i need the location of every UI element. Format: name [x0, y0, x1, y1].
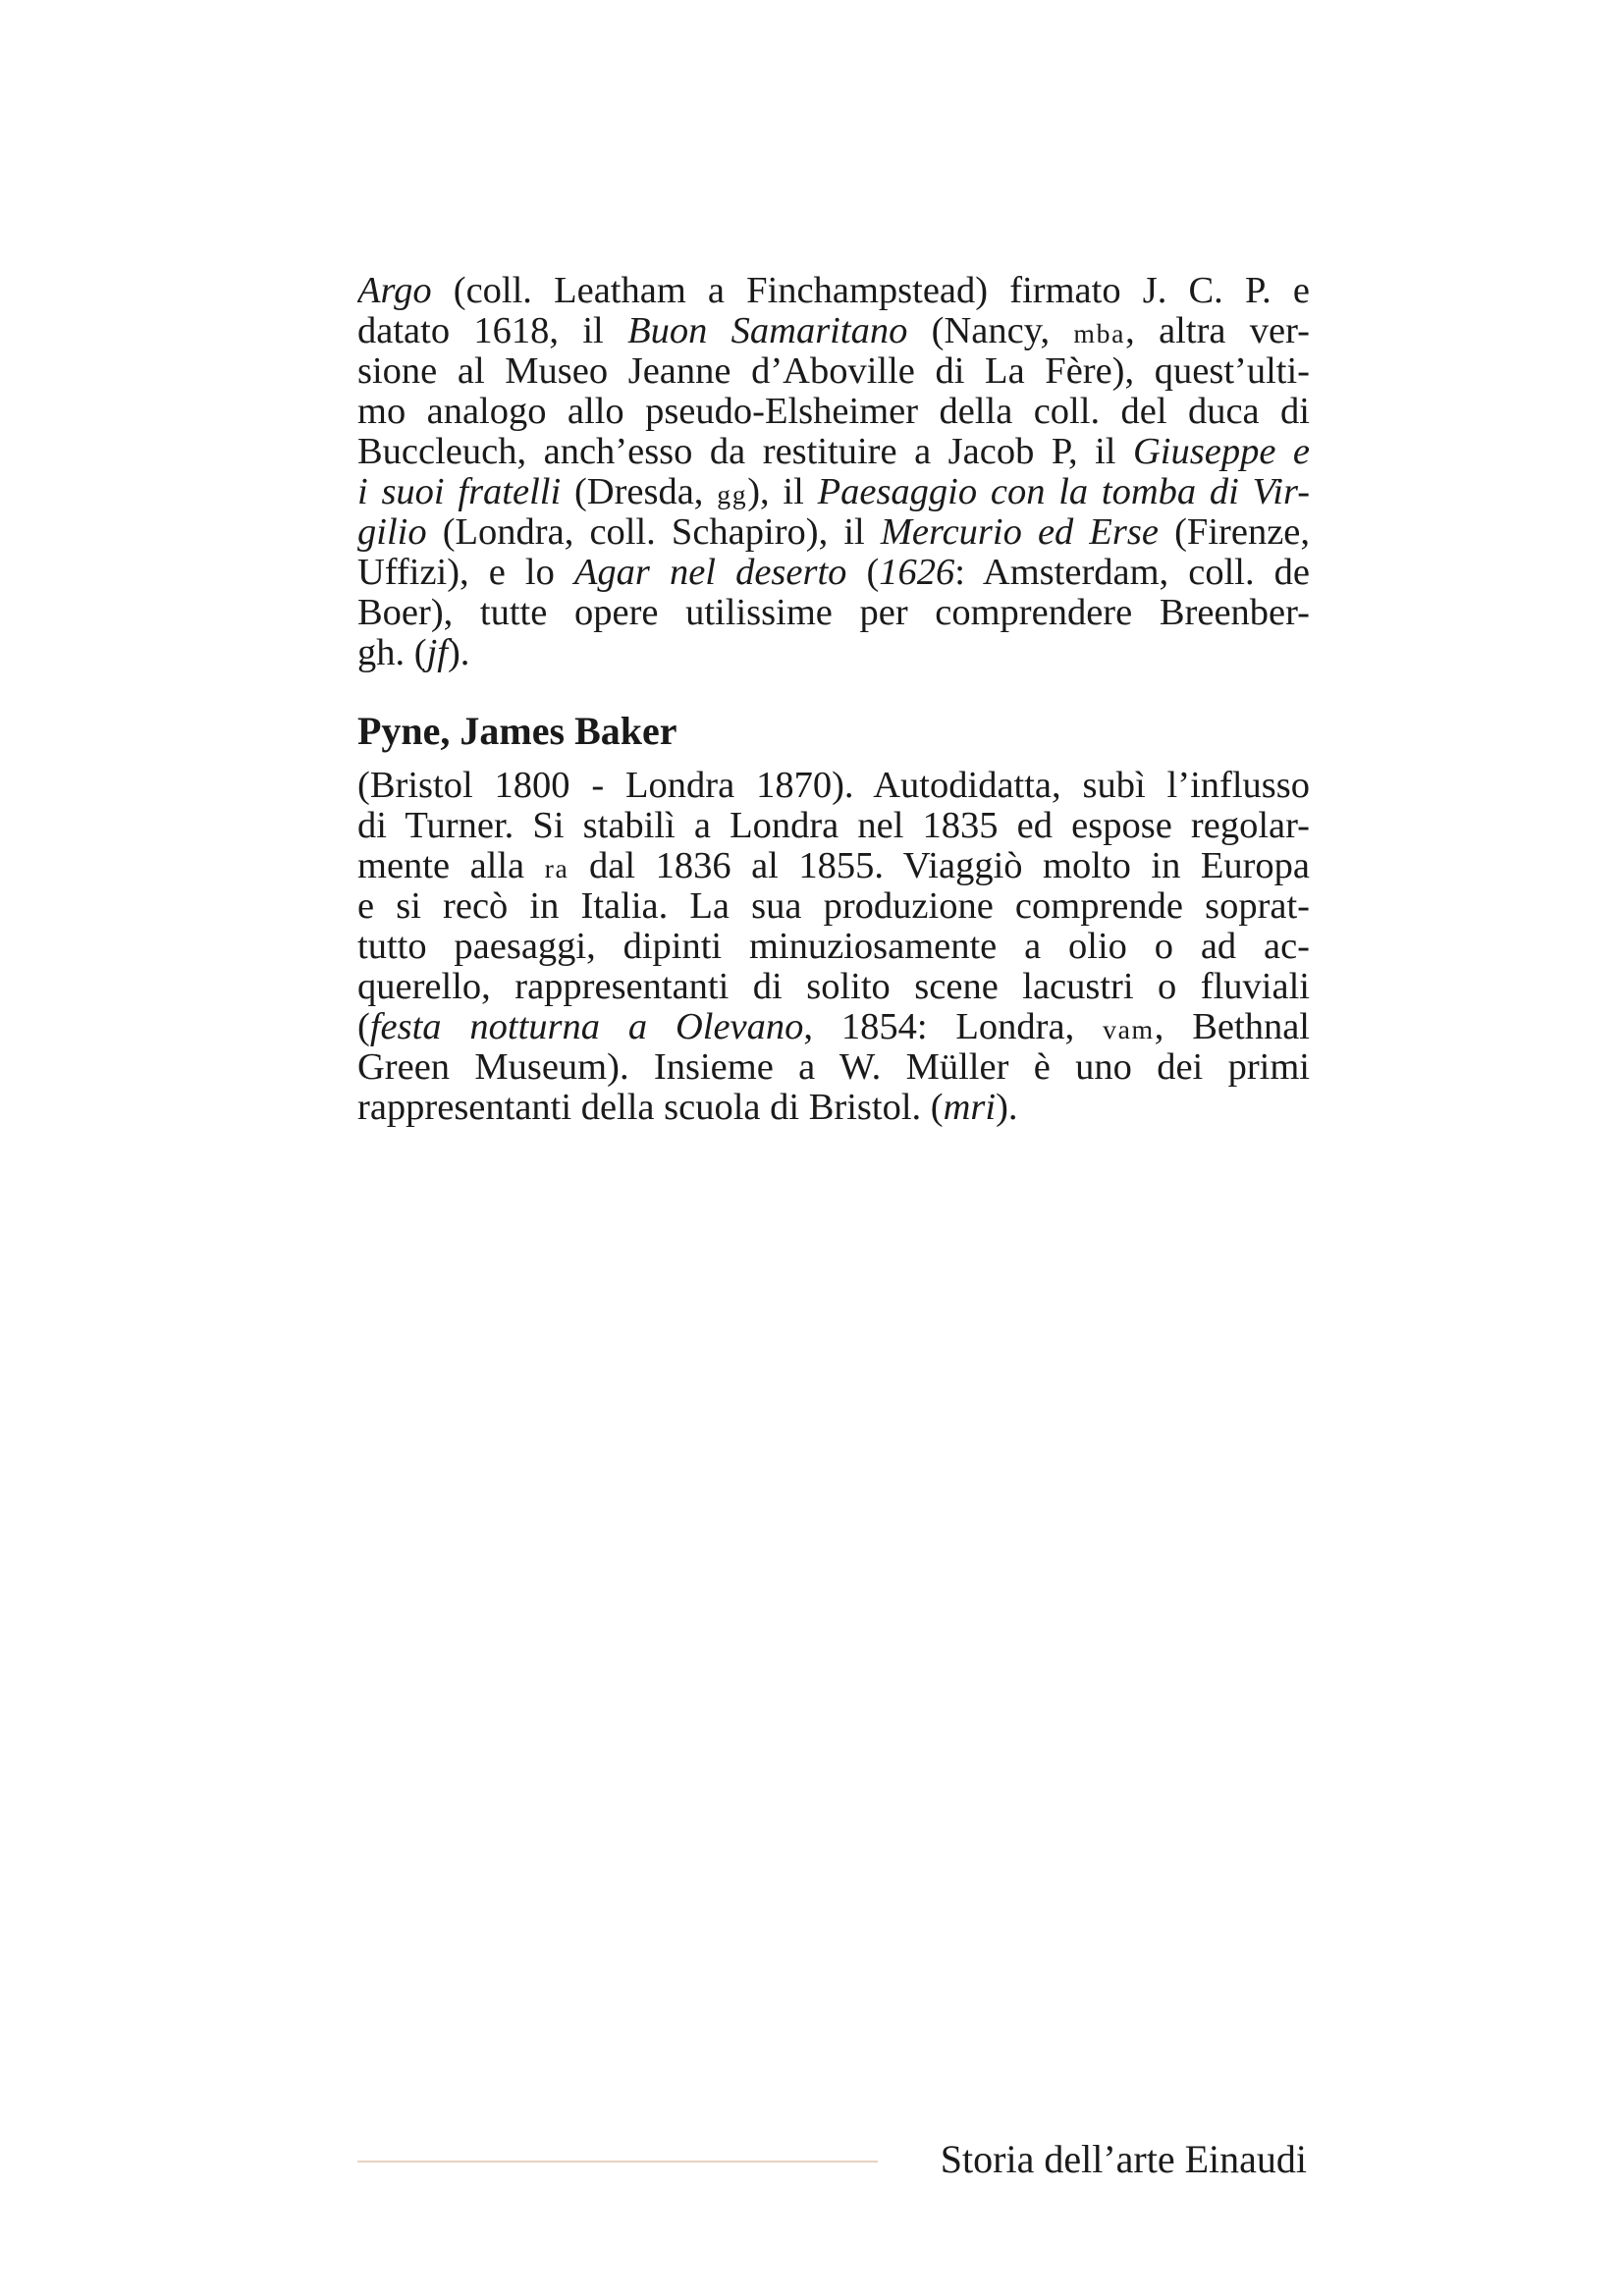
text-run: datato 1618, il [357, 311, 628, 351]
italic-title: Buon Samaritano [627, 311, 908, 351]
text-run: dal 1836 al 1855. Viaggiò molto in Europa [568, 846, 1310, 886]
text-run: ( [357, 1007, 370, 1047]
text-run: Buccleuch, anch’esso da restituire a Jacob P, il [357, 432, 1133, 472]
text-run: , altra ver- [1125, 311, 1310, 351]
italic-title: Paesaggio con la tomba di Vir- [817, 472, 1310, 512]
small-caps-abbrev: ra [544, 853, 569, 883]
text-run: , 1854: Londra, [803, 1007, 1104, 1047]
small-caps-abbrev: mba [1073, 318, 1126, 348]
paragraph-argo [357, 271, 1310, 673]
text-run: mente alla [357, 846, 545, 886]
text-run: Boer), tutte opere utilissime per comprendere Breenber- [357, 593, 1310, 633]
author-initials: mri [943, 1087, 997, 1128]
text-line [357, 271, 1310, 311]
text-run: ). [447, 632, 470, 673]
text-line [357, 967, 1310, 1007]
text-run: ( [846, 553, 880, 593]
text-run: gh. ( [357, 632, 427, 673]
text-line [357, 766, 1310, 806]
text-line [357, 593, 1310, 633]
text-run: (Firenze, [1158, 512, 1310, 553]
text-run: ). [996, 1087, 1018, 1128]
text-line [357, 392, 1310, 432]
text-run: : Amsterdam, coll. de [954, 553, 1310, 593]
text-line [357, 1088, 1310, 1128]
text-line [357, 633, 1310, 673]
text-line [357, 927, 1310, 967]
italic-title: gilio [357, 512, 427, 553]
text-run: querello, rappresentanti di solito scene lacustri o fluviali [357, 967, 1310, 1007]
text-run: , Bethnal [1154, 1007, 1310, 1047]
text-line [357, 1007, 1310, 1047]
text-run: (coll. Leatham a Finchampstead) firmato J. C. P. e [431, 271, 1310, 311]
text-line [357, 886, 1310, 927]
text-line [357, 806, 1310, 846]
text-run: (Nancy, [907, 311, 1074, 351]
text-run: (Londra, coll. Schapiro), il [426, 512, 881, 553]
text-run: di Turner. Si stabilì a Londra nel 1835 ed espose regolar- [357, 806, 1310, 846]
small-caps-abbrev: gg [717, 479, 748, 509]
italic-title: Mercurio ed Erse [880, 512, 1159, 553]
text-line [357, 553, 1310, 593]
text-run: ), il [747, 472, 818, 512]
text-line [357, 1047, 1310, 1088]
italic-title: Giuseppe e [1133, 432, 1310, 472]
italic-date: 1626 [879, 553, 955, 593]
italic-title: Agar nel deserto [573, 553, 847, 593]
text-run: mo analogo allo pseudo-Elsheimer della coll. del duca di [357, 392, 1310, 432]
footer-rule [357, 2161, 878, 2163]
author-initials: jf [426, 632, 448, 673]
italic-title: festa notturna a Olevano [369, 1007, 804, 1047]
text-line [357, 846, 1310, 886]
italic-title: i suoi fratelli [357, 472, 562, 512]
small-caps-abbrev: vam [1103, 1014, 1155, 1044]
text-line [357, 472, 1310, 512]
text-run: tutto paesaggi, dipinti minuziosamente a olio o ad ac- [357, 927, 1310, 967]
text-line [357, 512, 1310, 553]
text-run: e si recò in Italia. La sua produzione comprende soprat- [357, 886, 1310, 927]
text-run: (Bristol 1800 - Londra 1870). Autodidatta, subì l’influsso [357, 766, 1310, 806]
text-run: Green Museum). Insieme a W. Müller è uno dei primi [357, 1047, 1310, 1088]
text-run: (Dresda, [561, 472, 718, 512]
text-run: sione al Museo Jeanne d’Aboville di La Fère), quest’ulti- [357, 351, 1310, 392]
text-run: rappresentanti della scuola di Bristol. ( [357, 1087, 944, 1128]
text-line [357, 351, 1310, 392]
text-line [357, 311, 1310, 351]
paragraph-pyne [357, 766, 1310, 1128]
text-run: Uffizi), e lo [357, 553, 574, 593]
text-line [357, 432, 1310, 472]
italic-title: Argo [357, 271, 432, 311]
entry-heading: Pyne, James Baker [357, 709, 677, 753]
footer-publisher: Storia dell’arte Einaudi [940, 2137, 1307, 2181]
